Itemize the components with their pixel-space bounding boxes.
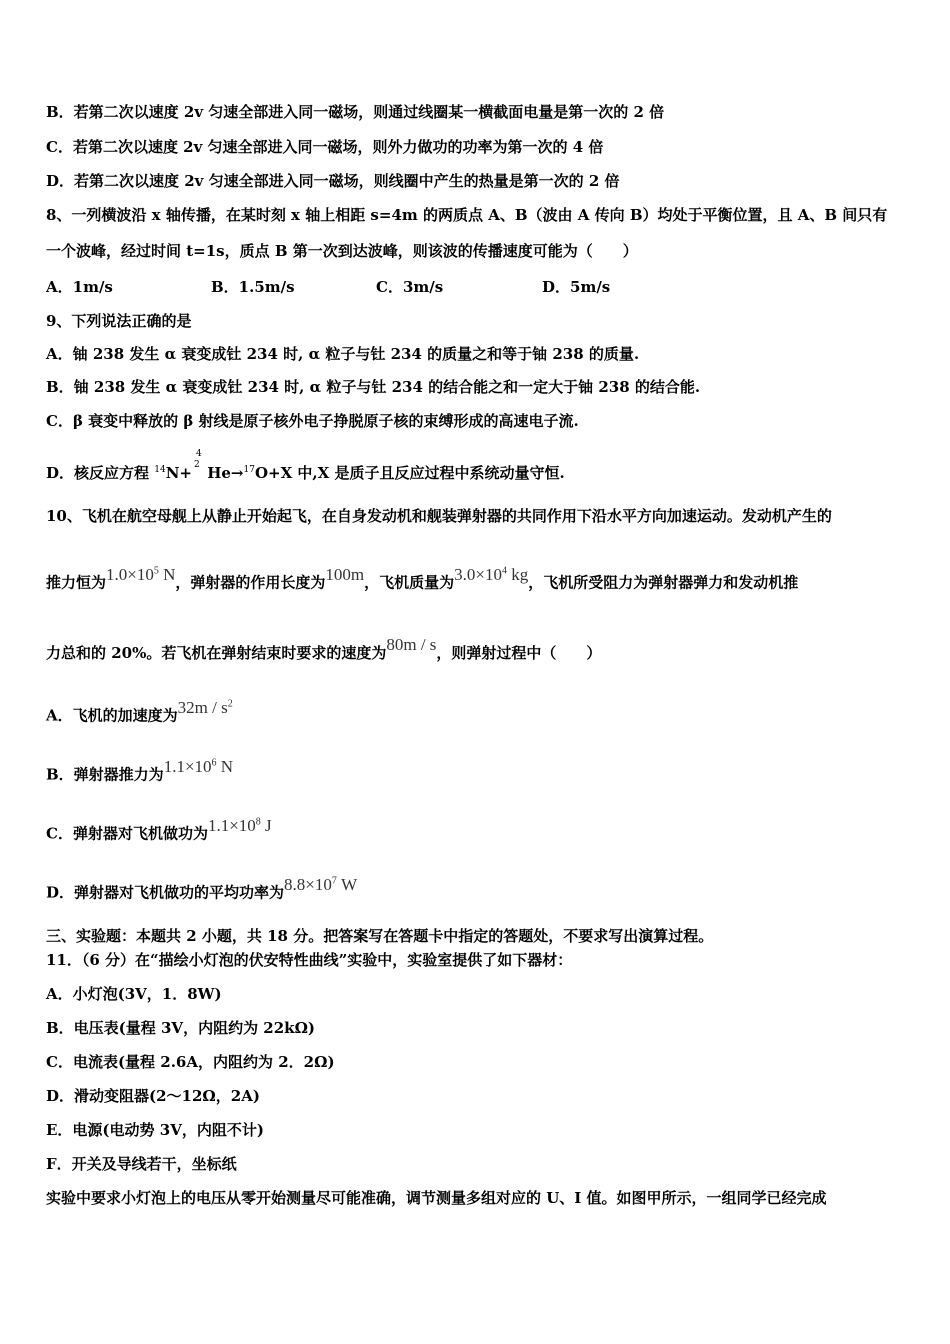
q10-text: ，弹射器的作用长度为: [175, 573, 326, 592]
q11-item-a: A．小灯泡(3V，1．8W): [46, 985, 222, 1003]
q10-a-formula: $32m / s^2$: [177, 697, 233, 717]
q9-option-d: [46, 449, 565, 486]
q7-option-d: D．若第二次以速度 2v 匀速全部进入同一磁场，则线圈中产生的热量是第一次的 2 倍: [46, 172, 620, 190]
q11-item-b: B．电压表(量程 3V，内阻约为 22kΩ): [46, 1019, 316, 1037]
q7-option-c: C．若第二次以速度 2v 匀速全部进入同一磁场，则外力做功的功率为第一次的 4 倍: [46, 138, 604, 156]
q9-d-rest: O+X 中,X 是质子且反应过程中系统动量守恒.: [254, 464, 565, 482]
q9-d-he: He→: [201, 464, 244, 482]
q11-item-c: C．电流表(量程 2.6A，内阻约为 2．2Ω): [46, 1053, 335, 1071]
q10-stem-line3: [46, 635, 602, 663]
q10-mass-formula: $3.0\times 10^4$ kg: [454, 564, 529, 584]
q8-option-c: C．3m/s: [376, 278, 444, 296]
q8-option-b: B．1.5m/s: [211, 278, 295, 296]
section-3-heading: 三、实验题：本题共 2 小题，共 18 分。把答案写在答题卡中指定的答题处，不要求写出演算过程。: [46, 927, 714, 945]
q7-option-b: B．若第二次以速度 2v 匀速全部进入同一磁场，则通过线圈某一横截面电量是第一次的 2 倍: [46, 103, 665, 121]
q10-option-label: B．弹射器推力为: [46, 765, 164, 784]
q11-item-e: E．电源(电动势 3V，内阻不计): [46, 1121, 264, 1139]
q10-text: 推力恒为: [46, 573, 107, 592]
q10-text: ，则弹射过程中（ ）: [436, 644, 602, 662]
q10-option-d: [46, 874, 358, 903]
q10-option-b: [46, 756, 234, 785]
q10-stem-line1: 10、飞机在航空母舰上从静止开始起飞，在自身发动机和舰装弹射器的共同作用下沿水平方向加速运动。发动机产生的: [46, 507, 832, 525]
q8-option-a: A．1m/s: [46, 278, 113, 296]
q10-option-label: D．弹射器对飞机做功的平均功率为: [46, 883, 285, 902]
q10-speed-formula: 80m / s: [386, 635, 437, 654]
q9-d-n: N+: [165, 464, 192, 482]
q9-d-o-mass: 17: [243, 465, 255, 475]
q10-stem-line2: [46, 564, 799, 593]
q10-text: ，飞机质量为: [364, 573, 455, 592]
q8-stem-line1: 8、一列横波沿 x 轴传播，在某时刻 x 轴上相距 s=4m 的两质点 A、B（波由 A 传向 B）均处于平衡位置，且 A、B 间只有: [46, 206, 888, 224]
q10-length-formula: 100m: [325, 564, 365, 584]
q9-option-a: A．铀 238 发生 α 衰变成钍 234 时, α 粒子与钍 234 的质量之和等于铀 238 的质量.: [46, 345, 640, 363]
q10-thrust-formula: $1.0\times 10^5$ N: [106, 564, 176, 584]
q9-d-n-mass: 14: [154, 465, 166, 475]
q10-option-c: [46, 815, 272, 844]
q9-stem: 9、下列说法正确的是: [46, 312, 192, 330]
q8-stem-line2: 一个波峰，经过时间 t=1s，质点 B 第一次到达波峰，则该波的传播速度可能为（ ）: [46, 242, 638, 260]
q10-option-label: C．弹射器对飞机做功为: [46, 824, 208, 843]
q9-option-c: C．β 衰变中释放的 β 射线是原子核外电子挣脱原子核的束缚形成的高速电子流.: [46, 412, 579, 430]
q10-text: 力总和的 20%。若飞机在弹射结束时要求的速度为: [46, 644, 387, 662]
q10-text: ，飞机所受阻力为弹射器弹力和发动机推: [528, 573, 799, 592]
q9-d-prefix: D．核反应方程: [46, 464, 155, 482]
q11-item-d: D．滑动变阻器(2～12Ω，2A): [46, 1087, 260, 1105]
q9-option-b: B．铀 238 发生 α 衰变成钍 234 时, α 粒子与钍 234 的结合能之和一定大于铀 238 的结合能.: [46, 378, 701, 396]
q10-option-label: A．飞机的加速度为: [46, 706, 178, 725]
q9-d-he-top: 4: [195, 449, 202, 459]
q8-options: [46, 277, 746, 297]
q8-option-d: D．5m/s: [542, 278, 611, 296]
q10-b-formula: $1.1\times 10^6$ N: [163, 756, 234, 776]
q11-stem: 11．（6 分）在“描绘小灯泡的伏安特性曲线”实验中，实验室提供了如下器材：: [46, 951, 573, 969]
q10-c-formula: $1.1\times 10^8$ J: [207, 815, 272, 835]
q9-d-he-bot: 2: [193, 460, 200, 470]
q10-d-formula: $8.8\times 10^7$ W: [284, 874, 358, 894]
q11-last-line: 实验中要求小灯泡上的电压从零开始测量尽可能准确，调节测量多组对应的 U、I 值。如图甲所示，一组同学已经完成: [46, 1189, 827, 1207]
q10-option-a: [46, 697, 233, 726]
q11-item-f: F．开关及导线若干，坐标纸: [46, 1155, 237, 1173]
